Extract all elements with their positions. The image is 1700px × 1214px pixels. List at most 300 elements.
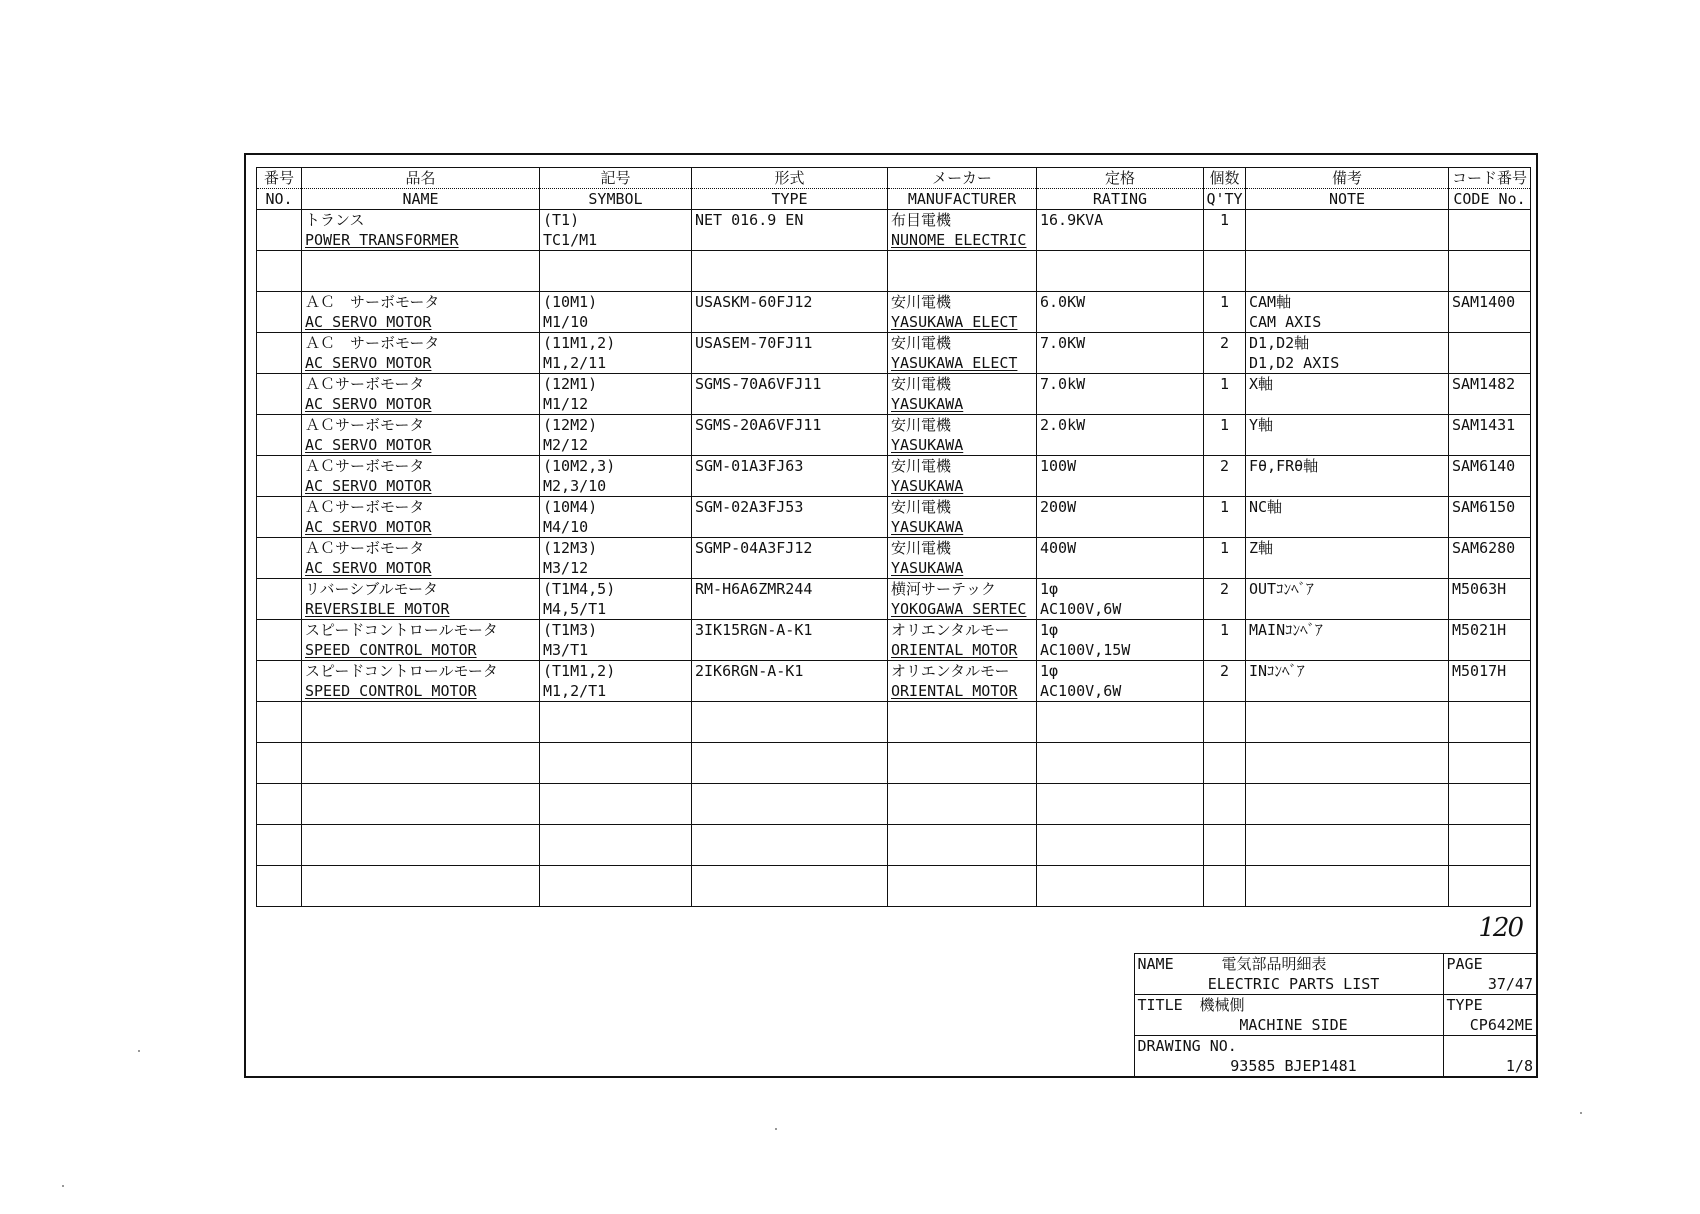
row-number-cell [257, 456, 302, 497]
column-header [302, 168, 540, 210]
type-cell [692, 661, 888, 702]
manufacturer-line-2: YASUKAWA ELECT [891, 313, 1018, 331]
part-name-cell [302, 702, 540, 743]
symbol-line-1: (T1) [543, 211, 580, 229]
column-header [1246, 168, 1449, 210]
note-cell [1246, 784, 1449, 825]
manufacturer-line-2: YASUKAWA ELECT [891, 354, 1018, 372]
note-cell [1246, 333, 1449, 374]
manufacturer-line-1: 安川電機 [891, 498, 952, 516]
part-name-line-2: AC SERVO MOTOR [305, 436, 432, 454]
note-cell [1246, 620, 1449, 661]
row-number-cell [257, 497, 302, 538]
symbol-cell [540, 825, 692, 866]
manufacturer-line-2: NUNOME ELECTRIC [891, 231, 1027, 249]
rating-line-1: 1φ [1040, 621, 1059, 639]
code-number-cell [1449, 210, 1531, 251]
document-name-ja: 電気部品明細表 [1221, 955, 1327, 973]
column-header-en: SYMBOL [588, 190, 643, 208]
code-number-cell [1449, 538, 1531, 579]
symbol-cell [540, 579, 692, 620]
title-ja: 機械側 [1199, 996, 1245, 1014]
column-header-ja: コード番号 [1449, 168, 1530, 189]
title-block-type-cell [1443, 995, 1536, 1036]
table-row [257, 251, 1531, 292]
part-name-line-2: SPEED CONTROL MOTOR [305, 682, 477, 700]
title-label: TITLE [1137, 996, 1183, 1014]
part-name-line-2: AC SERVO MOTOR [305, 313, 432, 331]
code-number: SAM1431 [1452, 416, 1516, 434]
note-cell [1246, 866, 1449, 907]
row-number-cell [257, 743, 302, 784]
row-number-cell [257, 374, 302, 415]
part-name-cell [302, 784, 540, 825]
rating-cell [1037, 538, 1204, 579]
symbol-cell [540, 784, 692, 825]
rating-cell [1037, 251, 1204, 292]
column-header-ja: 形式 [692, 168, 887, 189]
quantity-cell [1204, 702, 1246, 743]
quantity-cell [1204, 579, 1246, 620]
quantity: 1 [1219, 293, 1230, 311]
note-cell [1246, 538, 1449, 579]
symbol-line-2: M2/12 [543, 436, 589, 454]
type: SGM-02A3FJ53 [695, 498, 804, 516]
part-name-cell [302, 661, 540, 702]
rating-line-2: AC100V,6W [1040, 682, 1122, 700]
rating-line-1: 400W [1040, 539, 1077, 557]
column-header [1204, 168, 1246, 210]
rating-line-1: 7.0kW [1040, 375, 1086, 393]
type-cell [692, 497, 888, 538]
table-row [257, 415, 1531, 456]
manufacturer-cell [888, 661, 1037, 702]
part-name-cell [302, 743, 540, 784]
type-cell [692, 538, 888, 579]
symbol-cell [540, 333, 692, 374]
column-header-en: CODE No. [1453, 190, 1526, 208]
type-cell [692, 415, 888, 456]
manufacturer-line-1: 安川電機 [891, 416, 952, 434]
table-row [257, 374, 1531, 415]
quantity-cell [1204, 333, 1246, 374]
sheet-number: 1/8 [1505, 1057, 1533, 1075]
title-en: MACHINE SIDE [1239, 1016, 1348, 1034]
note-cell [1246, 251, 1449, 292]
column-header-en: Q'TY [1206, 190, 1243, 208]
scan-speck [1580, 1112, 1582, 1114]
type: 2IK6RGN-A-K1 [695, 662, 804, 680]
rating-line-1: 7.0KW [1040, 334, 1086, 352]
table-row [257, 784, 1531, 825]
note-line-1: NC軸 [1249, 498, 1283, 516]
row-number-cell [257, 661, 302, 702]
column-header-ja: メーカー [888, 168, 1036, 189]
manufacturer-line-2: YASUKAWA [891, 477, 964, 495]
part-name-cell [302, 579, 540, 620]
rating-cell [1037, 620, 1204, 661]
quantity-cell [1204, 497, 1246, 538]
quantity: 2 [1219, 334, 1230, 352]
note-line-1: Y軸 [1249, 416, 1274, 434]
quantity-cell [1204, 251, 1246, 292]
part-name-cell [302, 251, 540, 292]
part-name-cell [302, 825, 540, 866]
part-name-line-1: スピードコントロールモータ [305, 621, 498, 639]
type-cell [692, 825, 888, 866]
title-block-sheet-cell [1443, 1036, 1536, 1077]
manufacturer-cell [888, 538, 1037, 579]
column-header-ja: 記号 [540, 168, 691, 189]
part-name-line-1: ＡＣ サーボモータ [305, 293, 440, 311]
quantity-cell [1204, 456, 1246, 497]
code-number-cell [1449, 866, 1531, 907]
part-name-cell [302, 538, 540, 579]
row-number-cell [257, 333, 302, 374]
code-number-cell [1449, 497, 1531, 538]
note-line-2: D1,D2 AXIS [1249, 354, 1340, 372]
column-header [888, 168, 1037, 210]
symbol-cell [540, 374, 692, 415]
manufacturer-cell [888, 866, 1037, 907]
quantity-cell [1204, 292, 1246, 333]
symbol-cell [540, 620, 692, 661]
symbol-line-2: M3/12 [543, 559, 589, 577]
note-cell [1246, 292, 1449, 333]
code-number: M5063H [1452, 580, 1507, 598]
rating-cell [1037, 292, 1204, 333]
row-number-cell [257, 702, 302, 743]
code-number-cell [1449, 825, 1531, 866]
code-number: SAM6280 [1452, 539, 1516, 557]
type-cell [692, 784, 888, 825]
rating-line-2: AC100V,6W [1040, 600, 1122, 618]
rating-cell [1037, 784, 1204, 825]
quantity: 1 [1219, 416, 1230, 434]
manufacturer-cell [888, 374, 1037, 415]
rating-line-1: 1φ [1040, 580, 1059, 598]
title-block-drawing-cell [1134, 1036, 1443, 1077]
column-header-ja: 番号 [257, 168, 301, 189]
type-cell [692, 292, 888, 333]
quantity-cell [1204, 784, 1246, 825]
code-number-cell [1449, 456, 1531, 497]
note-line-1: D1,D2軸 [1249, 334, 1310, 352]
quantity: 1 [1219, 211, 1230, 229]
type-cell [692, 743, 888, 784]
page-value: 37/47 [1487, 975, 1533, 993]
part-name-line-2: AC SERVO MOTOR [305, 477, 432, 495]
note-cell [1246, 456, 1449, 497]
quantity: 1 [1219, 498, 1230, 516]
code-number-cell [1449, 620, 1531, 661]
manufacturer-line-2: ORIENTAL MOTOR [891, 641, 1018, 659]
code-number: M5021H [1452, 621, 1507, 639]
type: SGMP-04A3FJ12 [695, 539, 813, 557]
note-line-1: X軸 [1249, 375, 1274, 393]
note-line-1: MAINｺﾝﾍﾞｱ [1249, 621, 1323, 639]
column-header [540, 168, 692, 210]
rating-cell [1037, 415, 1204, 456]
table-row [257, 866, 1531, 907]
rating-cell [1037, 210, 1204, 251]
parts-list-sheet [244, 153, 1538, 1078]
rating-line-1: 200W [1040, 498, 1077, 516]
quantity-cell [1204, 415, 1246, 456]
table-row [257, 825, 1531, 866]
symbol-cell [540, 702, 692, 743]
manufacturer-line-2: YOKOGAWA SERTEC [891, 600, 1027, 618]
quantity: 2 [1219, 662, 1230, 680]
symbol-line-1: (11M1,2) [543, 334, 616, 352]
manufacturer-line-2: YASUKAWA [891, 436, 964, 454]
note-line-1: INｺﾝﾍﾞｱ [1249, 662, 1305, 680]
column-header-ja: 定格 [1037, 168, 1203, 189]
row-number-cell [257, 292, 302, 333]
symbol-line-2: M4/10 [543, 518, 589, 536]
quantity-cell [1204, 825, 1246, 866]
table-header [257, 168, 1531, 210]
symbol-line-2: TC1/M1 [543, 231, 598, 249]
document-name-en: ELECTRIC PARTS LIST [1207, 975, 1380, 993]
code-number-cell [1449, 415, 1531, 456]
manufacturer-cell [888, 579, 1037, 620]
manufacturer-line-2: YASUKAWA [891, 395, 964, 413]
symbol-line-2: M2,3/10 [543, 477, 607, 495]
rating-cell [1037, 456, 1204, 497]
table-row [257, 743, 1531, 784]
quantity-cell [1204, 661, 1246, 702]
row-number-cell [257, 538, 302, 579]
symbol-line-2: M1/10 [543, 313, 589, 331]
type: SGMS-20A6VFJ11 [695, 416, 822, 434]
type-cell [692, 620, 888, 661]
table-row [257, 620, 1531, 661]
symbol-cell [540, 415, 692, 456]
table-row [257, 497, 1531, 538]
scan-speck [138, 1050, 140, 1052]
type: SGM-01A3FJ63 [695, 457, 804, 475]
note-cell [1246, 210, 1449, 251]
part-name-line-1: ＡＣサーボモータ [305, 457, 425, 475]
note-cell [1246, 374, 1449, 415]
rating-cell [1037, 743, 1204, 784]
rating-cell [1037, 497, 1204, 538]
quantity: 2 [1219, 457, 1230, 475]
part-name-cell [302, 456, 540, 497]
manufacturer-cell [888, 210, 1037, 251]
type-cell [692, 702, 888, 743]
manufacturer-line-1: 横河サーテック [891, 580, 997, 598]
code-number-cell [1449, 333, 1531, 374]
table-row [257, 210, 1531, 251]
manufacturer-cell [888, 333, 1037, 374]
quantity-cell [1204, 374, 1246, 415]
title-block [1134, 953, 1537, 1076]
rating-line-1: 6.0KW [1040, 293, 1086, 311]
code-number-cell [1449, 661, 1531, 702]
symbol-line-1: (T1M1,2) [543, 662, 616, 680]
column-header-ja: 個数 [1204, 168, 1245, 189]
column-header-en: RATING [1092, 190, 1148, 208]
manufacturer-cell [888, 825, 1037, 866]
manufacturer-line-1: 布目電機 [891, 211, 952, 229]
code-number: SAM6140 [1452, 457, 1516, 475]
title-block-page-cell [1443, 954, 1536, 995]
handwritten-page-mark: 120 [1478, 913, 1522, 943]
part-name-line-1: ＡＣサーボモータ [305, 498, 425, 516]
type-cell [692, 251, 888, 292]
part-name-line-1: ＡＣサーボモータ [305, 416, 425, 434]
symbol-cell [540, 210, 692, 251]
symbol-line-1: (T1M3) [543, 621, 598, 639]
symbol-line-1: (10M1) [543, 293, 598, 311]
symbol-line-2: M1,2/T1 [543, 682, 607, 700]
column-header [1037, 168, 1204, 210]
symbol-cell [540, 538, 692, 579]
part-name-cell [302, 210, 540, 251]
type-cell [692, 333, 888, 374]
row-number-cell [257, 251, 302, 292]
manufacturer-cell [888, 620, 1037, 661]
note-cell [1246, 579, 1449, 620]
column-header [692, 168, 888, 210]
note-cell [1246, 702, 1449, 743]
symbol-line-2: M4,5/T1 [543, 600, 607, 618]
part-name-cell [302, 333, 540, 374]
note-line-1: Fθ,FRθ軸 [1249, 457, 1319, 475]
drawing-no-label: DRAWING NO. [1137, 1037, 1237, 1055]
symbol-line-1: (12M2) [543, 416, 598, 434]
type: SGMS-70A6VFJ11 [695, 375, 822, 393]
rating-cell [1037, 374, 1204, 415]
note-line-1: CAM軸 [1249, 293, 1292, 311]
part-name-line-1: トランス [305, 211, 365, 229]
symbol-cell [540, 456, 692, 497]
manufacturer-line-1: オリエンタルモー [891, 621, 1010, 639]
table-row [257, 292, 1531, 333]
part-name-cell [302, 497, 540, 538]
part-name-cell [302, 866, 540, 907]
symbol-line-1: (T1M4,5) [543, 580, 616, 598]
column-header [1449, 168, 1531, 210]
page-label: PAGE [1446, 955, 1483, 973]
rating-line-1: 100W [1040, 457, 1077, 475]
manufacturer-line-2: ORIENTAL MOTOR [891, 682, 1018, 700]
rating-cell [1037, 333, 1204, 374]
type: NET 016.9 EN [695, 211, 804, 229]
rating-cell [1037, 661, 1204, 702]
rating-line-1: 1φ [1040, 662, 1059, 680]
type: RM-H6A6ZMR244 [695, 580, 813, 598]
row-number-cell [257, 579, 302, 620]
code-number-cell [1449, 784, 1531, 825]
drawing-no-value: 93585 BJEP1481 [1230, 1057, 1357, 1075]
note-cell [1246, 415, 1449, 456]
part-name-line-2: AC SERVO MOTOR [305, 559, 432, 577]
name-label: NAME [1137, 955, 1174, 973]
part-name-line-1: スピードコントロールモータ [305, 662, 498, 680]
column-header-en: MANUFACTURER [907, 190, 1017, 208]
quantity-cell [1204, 743, 1246, 784]
part-name-line-2: AC SERVO MOTOR [305, 395, 432, 413]
table-row [257, 579, 1531, 620]
quantity-cell [1204, 866, 1246, 907]
quantity-cell [1204, 538, 1246, 579]
symbol-line-2: M1,2/11 [543, 354, 607, 372]
part-name-line-2: REVERSIBLE MOTOR [305, 600, 450, 618]
type-cell [692, 210, 888, 251]
note-cell [1246, 743, 1449, 784]
symbol-line-1: (10M2,3) [543, 457, 616, 475]
type-value: CP642ME [1469, 1016, 1533, 1034]
part-name-line-2: POWER TRANSFORMER [305, 231, 459, 249]
quantity: 1 [1219, 621, 1230, 639]
column-header-ja: 品名 [302, 168, 539, 189]
quantity: 1 [1219, 539, 1230, 557]
manufacturer-line-2: YASUKAWA [891, 559, 964, 577]
symbol-cell [540, 497, 692, 538]
manufacturer-line-1: オリエンタルモー [891, 662, 1010, 680]
code-number-cell [1449, 579, 1531, 620]
row-number-cell [257, 620, 302, 661]
code-number-cell [1449, 702, 1531, 743]
code-number-cell [1449, 292, 1531, 333]
code-number: SAM1400 [1452, 293, 1516, 311]
type-label: TYPE [1446, 996, 1483, 1014]
title-block-name-cell [1134, 954, 1443, 995]
part-name-line-1: リバーシブルモータ [305, 580, 439, 598]
code-number: M5017H [1452, 662, 1507, 680]
part-name-cell [302, 292, 540, 333]
rating-cell [1037, 825, 1204, 866]
symbol-cell [540, 866, 692, 907]
symbol-line-1: (10M4) [543, 498, 598, 516]
part-name-line-1: ＡＣサーボモータ [305, 375, 425, 393]
rating-line-1: 16.9KVA [1040, 211, 1104, 229]
manufacturer-cell [888, 743, 1037, 784]
manufacturer-line-1: 安川電機 [891, 539, 952, 557]
quantity: 1 [1219, 375, 1230, 393]
quantity-cell [1204, 210, 1246, 251]
symbol-line-2: M3/T1 [543, 641, 589, 659]
symbol-cell [540, 292, 692, 333]
symbol-line-1: (12M1) [543, 375, 598, 393]
column-header [257, 168, 302, 210]
table-row [257, 661, 1531, 702]
symbol-cell [540, 661, 692, 702]
table-row [257, 538, 1531, 579]
code-number-cell [1449, 374, 1531, 415]
scan-speck [62, 1185, 64, 1187]
type: 3IK15RGN-A-K1 [695, 621, 813, 639]
type: USASKM-60FJ12 [695, 293, 813, 311]
manufacturer-cell [888, 415, 1037, 456]
note-cell [1246, 825, 1449, 866]
code-number-cell [1449, 743, 1531, 784]
manufacturer-cell [888, 497, 1037, 538]
part-name-line-2: SPEED CONTROL MOTOR [305, 641, 477, 659]
row-number-cell [257, 415, 302, 456]
symbol-cell [540, 743, 692, 784]
row-number-cell [257, 866, 302, 907]
symbol-line-2: M1/12 [543, 395, 589, 413]
note-line-2: CAM AXIS [1249, 313, 1322, 331]
column-header-en: NO. [265, 190, 293, 208]
manufacturer-line-1: 安川電機 [891, 293, 952, 311]
part-name-line-2: AC SERVO MOTOR [305, 354, 432, 372]
manufacturer-line-1: 安川電機 [891, 457, 952, 475]
